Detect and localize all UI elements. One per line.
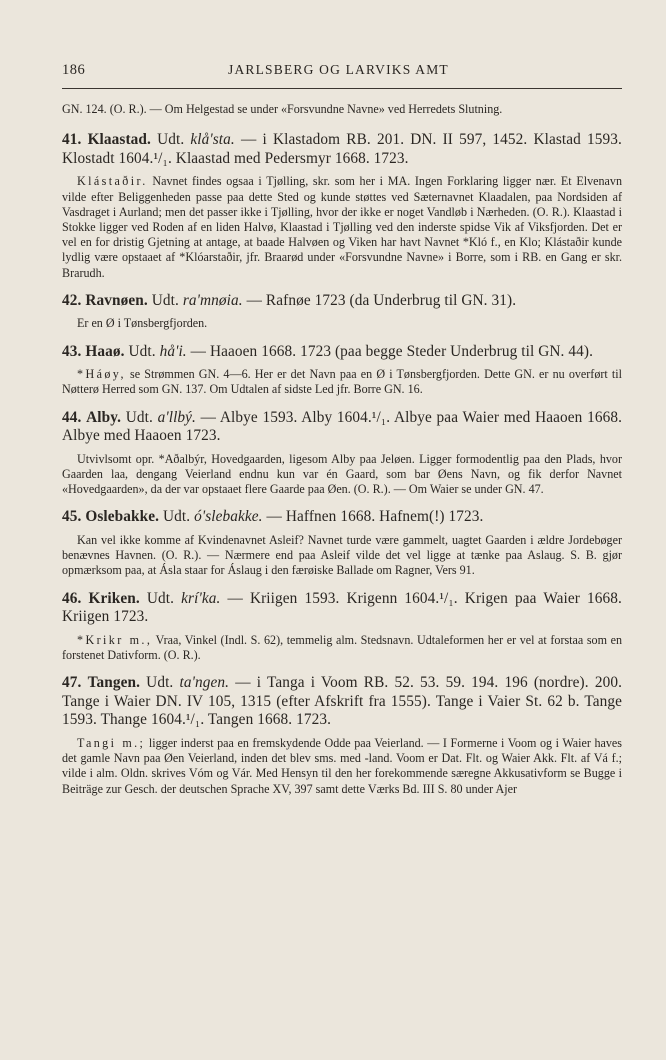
entry-heading [62,409,622,446]
entry-body [62,367,622,397]
udt-label: Udt. [157,131,185,149]
udt-label: Udt. [146,589,175,607]
entry-sources: — Haffnen 1668. Hafnem(!) 1723. [266,508,484,526]
udt-label: Udt. [146,674,174,692]
entry-text: ligger inderst paa en fremskydende Odde paa Veierland. — I Formerne i Voom og i Waier haves det gamle Navn paa Øen Veierland, inden det blev sms. med -land. Voom er Dat. Flt. og Waier Akk. Flt. af Vá f.; vilde i alm. Oldn. skrives Vóm og Vár. Med Hensyn til den her forekommende særegne Akkusativform se Bugge i Beiträge zur Gesch. der deutschen Sprache XV, 397 samt dette Værks Bd. III S. 80 under Ajer [62,735,622,796]
entry-sources: — Haaoen 1668. 1723 (paa begge Steder Underbrug til GN. 44). [190,342,594,360]
entry-heading [62,292,622,311]
farm-name: Alby. [86,408,122,426]
entry-text: Kan vel ikke komme af Kvindenavnet Asleif? Navnet turde være gammelt, uagtet Gaarden i ældre Jordebøger benævnes Havnen. (O. R.). — Nærmere end paa Asleif vilde det vel ligge at tænke paa Aslaug. S. B. gjør opmærksom paa, at Ásla staar for Áslaug i den færøiske Ballade om Ragner, Vers 91. [62,533,622,578]
entry-text: Er en Ø i Tønsbergfjorden. [77,316,208,331]
entry-text: se Strømmen GN. 4—6. Her er det Navn paa en Ø i Tønsbergfjorden. Dette GN. er nu overført til Nøtterø Herred som GN. 137. Om Udtalen af sidste Led jfr. Borre GN. 16. [62,367,622,397]
entry-heading [62,131,622,168]
udt-label: Udt. [151,291,179,309]
farm-name: Tangen. [87,674,141,692]
entry-sources: — Rafnøe 1723 (da Underbrug til GN. 31). [246,291,517,309]
pronunciation: klå'sta. [190,131,235,149]
farm-name: Klaastad. [87,131,151,149]
etymon: *Háøy, [77,367,126,382]
entry-body [62,316,622,331]
farm-name: Oslebakke. [85,508,160,526]
page-content [62,102,622,797]
pronunciation: krí'ka. [181,589,221,607]
entry-number: 46. [62,589,82,607]
pronunciation: ra'mnøia. [182,291,243,309]
entry-number: 45. [62,508,82,526]
entry-body [62,633,622,663]
etymon: *Krikr m., [77,632,153,647]
entry-number: 44. [62,408,82,426]
udt-label: Udt. [128,342,156,360]
entry-sources: — i Klastadom RB. 201. DN. II 597, 1452. Klastad 1593. Klostadt 1604.¹/₁. Klaastad med Pedersmyr 1668. 1723. [62,131,622,167]
entry-heading [62,674,622,730]
entry-sources: — Kriigen 1593. Krigenn 1604.¹/₁. Krigen paa Waier 1668. Kriigen 1723. [62,589,622,626]
entry-number: 41. [62,131,82,149]
page-header [62,62,622,89]
running-title: JARLSBERG OG LARVIKS AMT [228,62,449,77]
pronunciation: ta'ngen. [179,674,230,692]
etymon: Tangi m.; [77,735,146,750]
farm-name: Kriken. [88,589,140,607]
entry-number: 47. [62,674,82,692]
entry-heading [62,590,622,627]
entry-text: Vraa, Vinkel (Indl. S. 62), temmelig alm. Stedsnavn. Udtaleformen her er vel at forstaa som en forstenet Dativform. (O. R.). [62,632,622,662]
entry-text: Navnet findes ogsaa i Tjølling, skr. som her i MA. Ingen Forklaring ligger nær. Et Elvenavn vilde efter Beliggenheden passe paa dette Sted og kunde støttes ved Sæternavnet Klaadalen, paa Nordsiden af Vasdraget i Aurland; men det passer ikke i Tjølling, hvor der ikke er noget Vandløb i Nærheden. (O. R.). Klaastad i Stokke ligger ved Roden af en liden Halvø, Klaastad i Tjølling ved den inderste spidse Vik af Viksfjorden. Det er vel en for dristig Gjetning at antage, at baade Halvøen og Viken har havt Navnet *Kló f., en Klo; Klástaðir kunde lydlig være opstaaet af *Klóarstaðir, jfr. Braarød under «Forsvundne Navne» i Borre, som i RB. en Gang er skr. Brarudh. [62,174,622,280]
intro-paragraph: GN. 124. (O. R.). — Om Helgestad se under «Forsvundne Navne» ved Herredets Slutning. [62,102,503,116]
etymon: Klástaðir. [77,174,148,189]
udt-label: Udt. [162,508,191,526]
pronunciation: a'llbý. [157,408,196,426]
entry-body [62,533,622,579]
entry-number: 42. [62,291,82,309]
udt-label: Udt. [125,408,153,426]
entry-body [62,452,622,498]
entry-heading [62,508,622,527]
entry-heading [62,343,622,362]
pronunciation: hå'i. [159,342,187,360]
pronunciation: ó'slebakke. [194,508,263,526]
entry-text: Utvivlsomt opr. *Aðalbýr, Hovedgaarden, ligesom Alby paa Jeløen. Ligger formodentlig paa den Plads, hvor Gaarden laa, dengang Veierland endnu kun var én Gaard, som bar Øens Navn, og fik derfor Navnet «Hovedgaarden», da der var opstaaet flere Gaarde paa Øen. (O. R.). — Om Waier se under GN. 47. [62,451,622,497]
entry-body [62,174,622,280]
entry-number: 43. [62,342,82,360]
farm-name: Haaø. [85,342,125,360]
farm-name: Ravnøen. [85,291,148,309]
entry-body [62,736,622,797]
page-number: 186 [62,62,86,78]
entry-sources: — i Tanga i Voom RB. 52. 53. 59. 194. 196 (nordre). 200. Tange i Waier DN. IV 105, 1315 (efter Afskrift fra 1555). Tange i Vaier St. 62 b. Tange 1593. Thange 1604.¹/₁. Tangen 1668. 1723. [62,674,622,729]
entry-sources: — Albye 1593. Alby 1604.¹/₁. Albye paa Waier med Haaoen 1668. Albye med Haaoen 1723. [62,408,622,445]
